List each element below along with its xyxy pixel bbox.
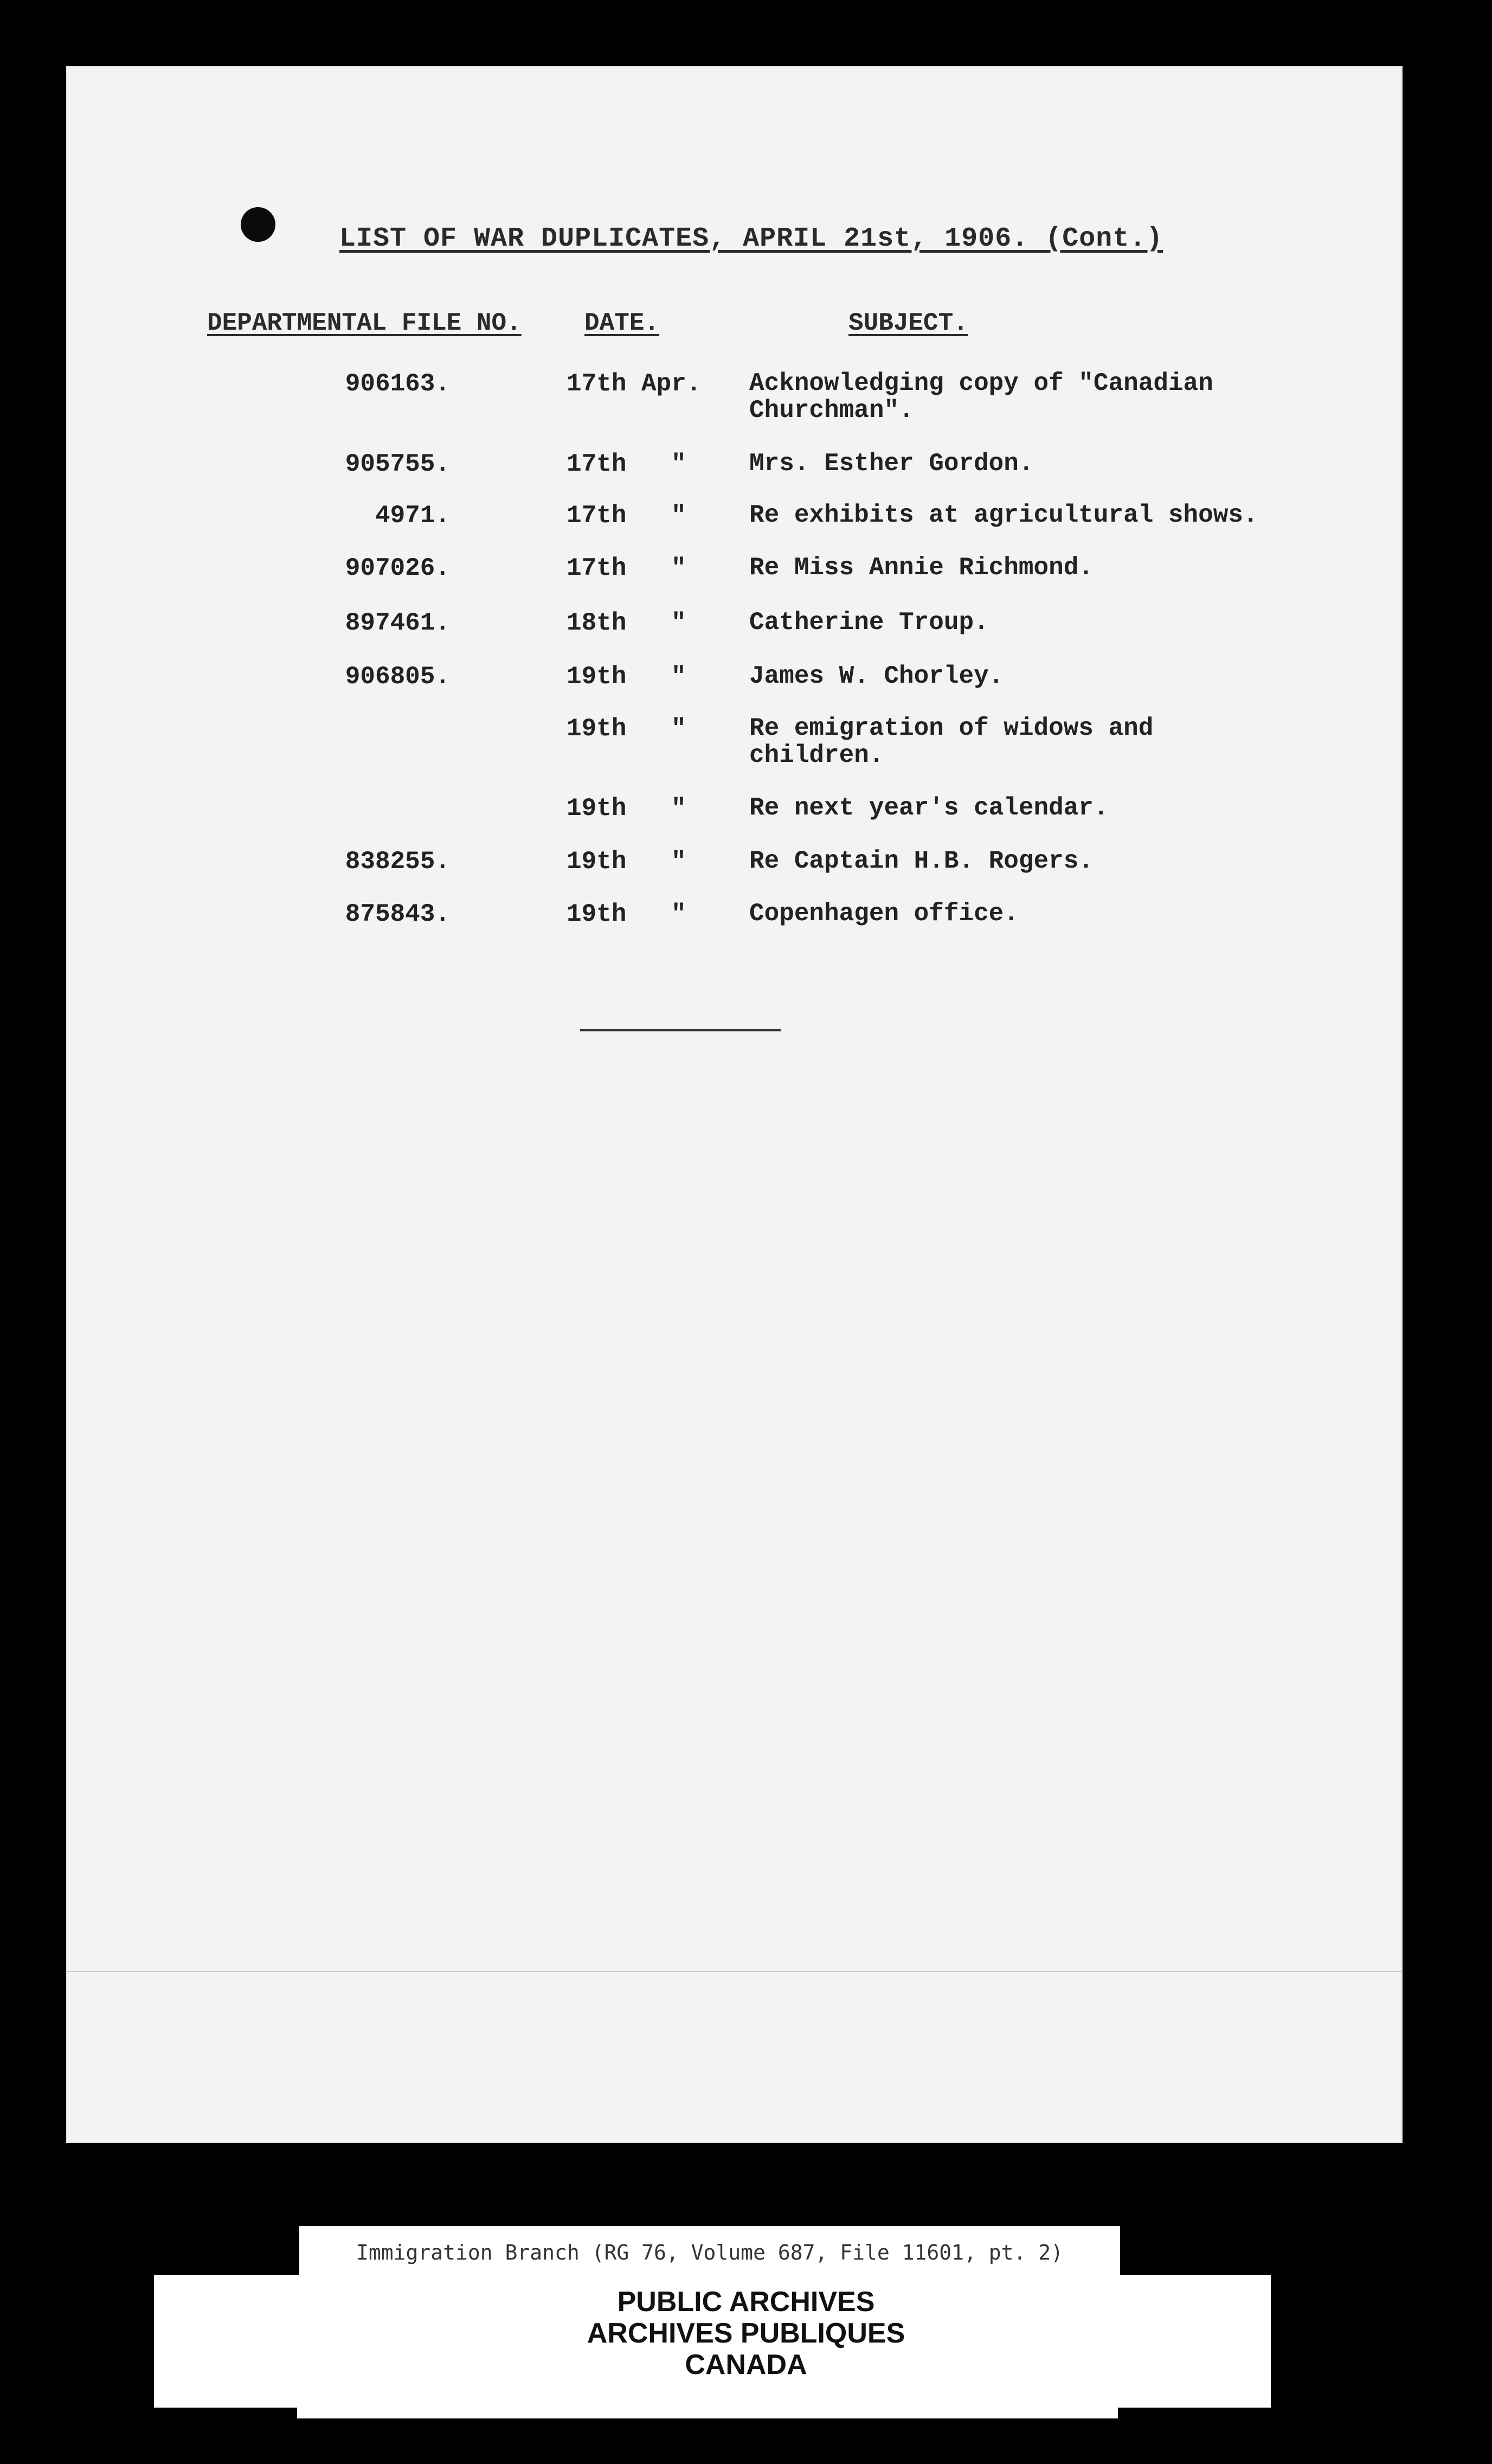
- stamp-line-3: CANADA: [685, 2349, 807, 2380]
- entry-subject: Re exhibits at agricultural shows.: [749, 501, 1258, 529]
- ditto-mark: ": [671, 900, 686, 928]
- header-file-no: DEPARTMENTAL FILE NO.: [207, 309, 522, 337]
- document-title: LIST OF WAR DUPLICATES, APRIL 21st, 1906. (Cont.): [339, 223, 1163, 254]
- file-number: 838255.: [345, 848, 450, 876]
- stamp-line-1: PUBLIC ARCHIVES: [617, 2286, 875, 2318]
- ditto-mark: ": [671, 794, 686, 823]
- entry-subject: Re Miss Annie Richmond.: [749, 554, 1094, 582]
- entry-subject: Re emigration of widows and children.: [749, 714, 1154, 769]
- entry-date: 19th: [567, 848, 627, 876]
- file-number: 906163.: [345, 370, 450, 398]
- entry-date: 19th: [567, 663, 627, 691]
- entry-subject: Copenhagen office.: [749, 900, 1019, 928]
- entry-date: 17th: [567, 502, 627, 530]
- entry-date: 17th: [567, 450, 627, 478]
- entry-subject: James W. Chorley.: [749, 662, 1004, 690]
- ditto-mark: ": [671, 715, 686, 743]
- archives-stamp-base: [297, 2402, 1118, 2418]
- header-date: DATE.: [584, 309, 660, 337]
- ditto-mark: ": [671, 502, 686, 530]
- entry-date: 18th: [567, 609, 627, 637]
- entry-date: 19th: [567, 715, 627, 743]
- header-subject: SUBJECT.: [848, 309, 968, 337]
- file-number: 905755.: [345, 450, 450, 478]
- entry-subject: Re Captain H.B. Rogers.: [749, 847, 1094, 875]
- closing-rule: [580, 1029, 781, 1031]
- ditto-mark: ": [671, 663, 686, 691]
- archives-stamp-text: [0, 2286, 1492, 2380]
- entry-subject: Re next year's calendar.: [749, 794, 1109, 822]
- ditto-mark: ": [671, 554, 686, 582]
- file-number: 906805.: [345, 663, 450, 691]
- file-number: 907026.: [345, 554, 450, 582]
- file-number: 875843.: [345, 900, 450, 928]
- ditto-mark: ": [671, 609, 686, 637]
- entry-date: 17th: [567, 554, 627, 582]
- entry-subject: Catherine Troup.: [749, 608, 989, 637]
- punch-hole: [241, 207, 275, 242]
- stamp-line-2: ARCHIVES PUBLIQUES: [587, 2318, 905, 2349]
- entry-date: 17th Apr.: [567, 370, 702, 398]
- file-number: 4971.: [375, 502, 450, 530]
- entry-date: 19th: [567, 794, 627, 823]
- entry-subject: Mrs. Esther Gordon.: [749, 450, 1034, 478]
- entry-date: 19th: [567, 900, 627, 928]
- archive-reference-label: Immigration Branch (RG 76, Volume 687, File 11601, pt. 2): [299, 2226, 1120, 2279]
- entry-subject: Acknowledging copy of "Canadian Churchman".: [749, 369, 1213, 425]
- ditto-mark: ": [671, 450, 686, 478]
- fold-line: [66, 1971, 1403, 1972]
- ditto-mark: ": [671, 848, 686, 876]
- file-number: 897461.: [345, 609, 450, 637]
